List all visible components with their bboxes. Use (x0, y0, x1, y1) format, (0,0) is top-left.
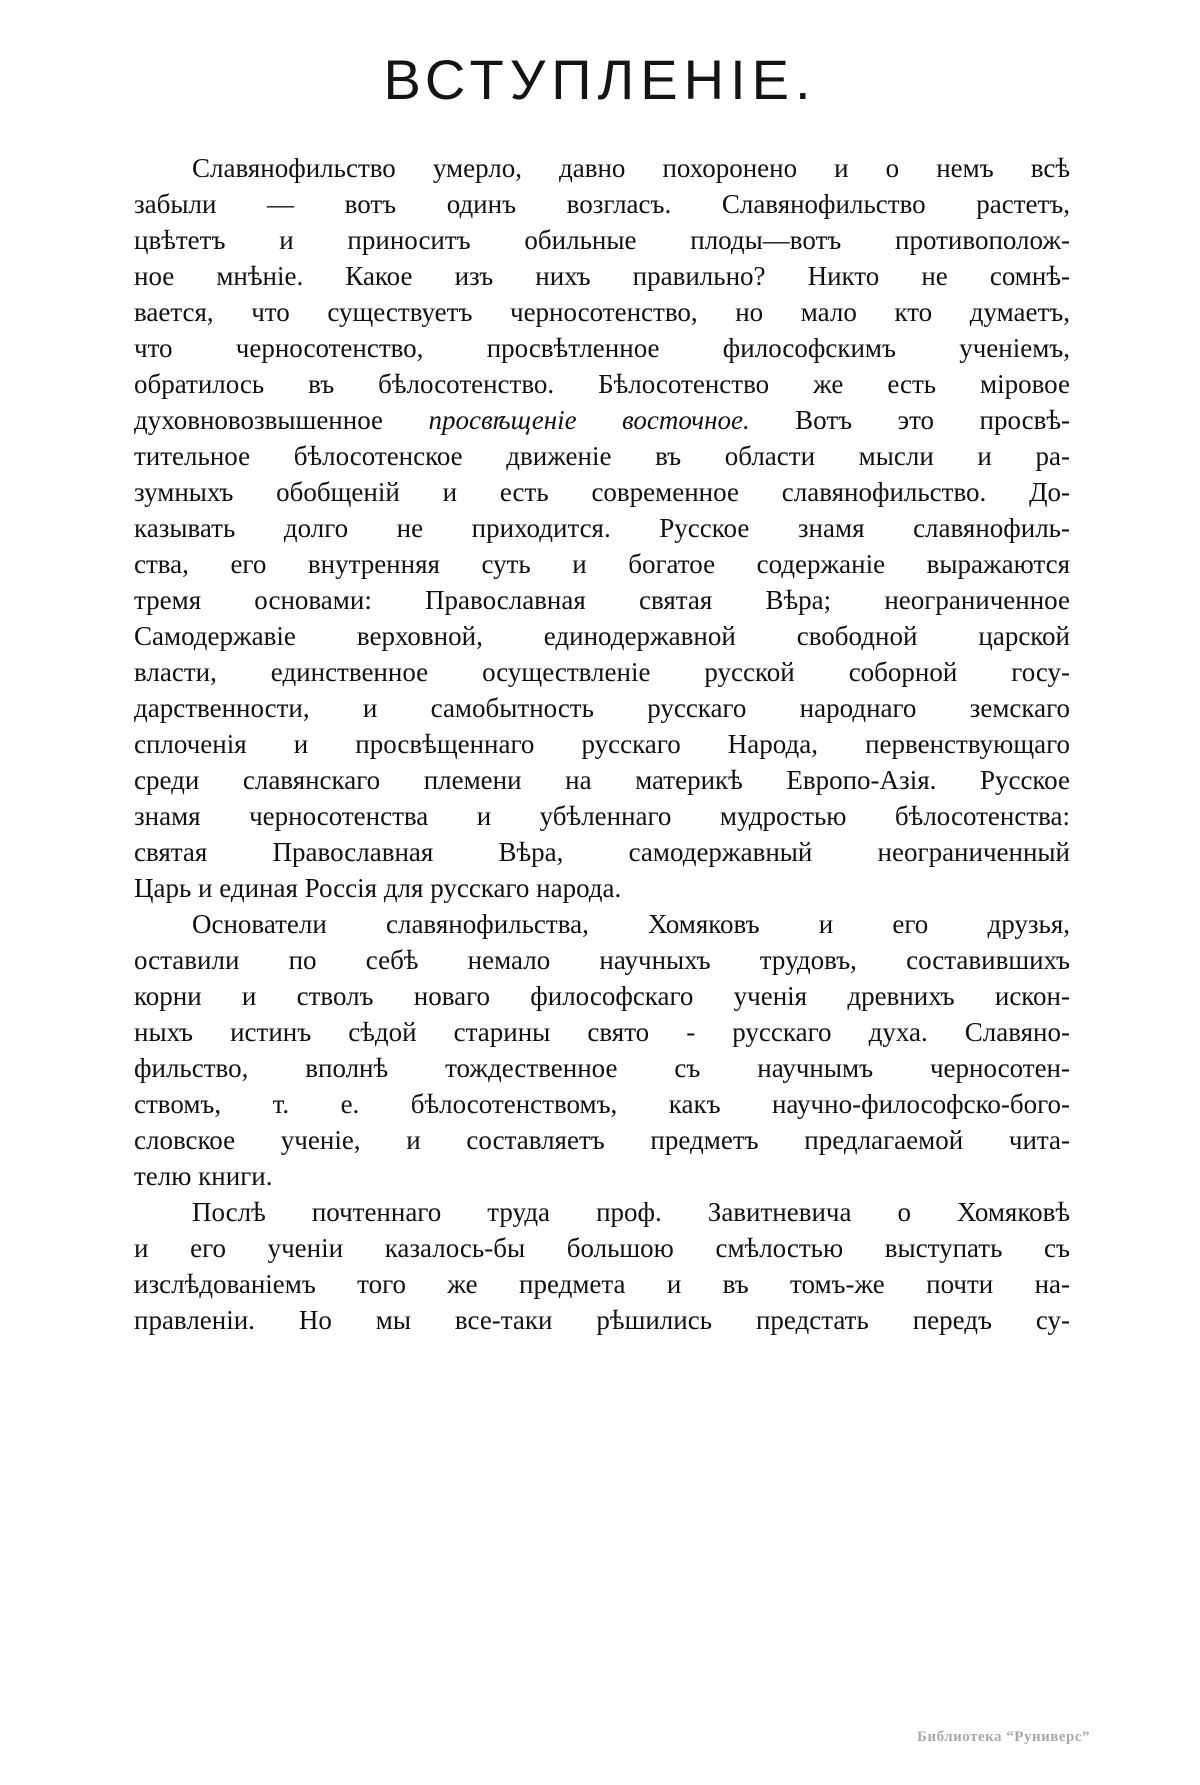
text-line: правленіи. Но мы все-таки рѣшились предстать передъ су- (134, 1305, 1070, 1335)
text-line: власти, единственное осуществленіе русской соборной госу- (134, 657, 1070, 687)
text-line: Основатели славянофильства, Хомяковъ и его друзья, (192, 909, 1070, 939)
text-line: Славянофильство умерло, давно похоронено и о немъ всѣ (192, 153, 1070, 183)
text-line: вается, что существуетъ черносотенство, но мало кто думаетъ, (134, 297, 1070, 327)
text-line: казывать долго не приходится. Русское знамя славянофиль- (134, 513, 1070, 543)
text-line: и его ученіи казалось-бы большою смѣлостью выступать съ (134, 1233, 1070, 1263)
text-line: тремя основами: Православная святая Вѣра; неограниченное (134, 585, 1070, 615)
text-line: Послѣ почтеннаго труда проф. Завитневича о Хомяковѣ (192, 1197, 1070, 1227)
line-end: Вотъ это просвѣ- (749, 405, 1071, 435)
text-line: зумныхъ обобщеній и есть современное славянофильство. До- (134, 477, 1070, 507)
text-line: дарственности, и самобытность русскаго народнаго земскаго (134, 693, 1070, 723)
text-line: что черносотенство, просвѣтленное философскимъ ученіемъ, (134, 333, 1070, 363)
library-credit: Библиотека “Руниверс” (917, 1729, 1090, 1745)
text-line: телю книги. (134, 1161, 273, 1191)
text-line: Царь и единая Россія для русскаго народа. (134, 873, 622, 903)
text-line: знамя черносотенства и убѣленнаго мудростью бѣлосотенства: (134, 801, 1070, 831)
text-line: тительное бѣлосотенское движеніе въ области мысли и ра- (134, 441, 1070, 471)
text-line: Самодержавіе верховной, единодержавной свободной царской (134, 621, 1070, 651)
text-line: забыли — вотъ одинъ возгласъ. Славянофильство растетъ, (134, 189, 1070, 219)
page-title: ВСТУПЛЕНІЕ. (383, 48, 817, 111)
text-line: обратилось въ бѣлосотенство. Бѣлосотенство же есть міровое (134, 369, 1070, 399)
text-line: сплоченія и просвѣщеннаго русскаго Народа, первенствующаго (134, 729, 1070, 759)
text-line: ства, его внутренняя суть и богатое содержаніе выражаются (134, 549, 1070, 579)
text-line: цвѣтетъ и приноситъ обильные плоды—вотъ противополож- (134, 225, 1070, 255)
text-line: изслѣдованіемъ того же предмета и въ томъ-же почти на- (134, 1269, 1070, 1299)
text-line: ныхъ истинъ сѣдой старины свято - русскаго духа. Славяно- (134, 1017, 1070, 1047)
body-text (134, 150, 1070, 1338)
text-line: оставили по себѣ немало научныхъ трудовъ, составившихъ (134, 945, 1070, 975)
emphasized-phrase: просвѣщеніе восточное. (428, 405, 750, 435)
text-line: фильство, вполнѣ тождественное съ научнымъ черносотен- (134, 1053, 1070, 1083)
text-line: ное мнѣніе. Какое изъ нихъ правильно? Никто не сомнѣ- (134, 261, 1070, 291)
text-line: среди славянскаго племени на материкѣ Европо-Азія. Русское (134, 765, 1070, 795)
text-line: словское ученіе, и составляетъ предметъ предлагаемой чита- (134, 1125, 1070, 1155)
text-line: ствомъ, т. е. бѣлосотенствомъ, какъ научно-философско-бого- (134, 1089, 1070, 1119)
text-line: корни и стволъ новаго философскаго ученія древнихъ искон- (134, 981, 1070, 1011)
text-line: святая Православная Вѣра, самодержавный неограниченный (134, 837, 1070, 867)
line-start: духовновозвышенное (134, 405, 429, 435)
text-line-with-emphasis (134, 402, 1070, 438)
